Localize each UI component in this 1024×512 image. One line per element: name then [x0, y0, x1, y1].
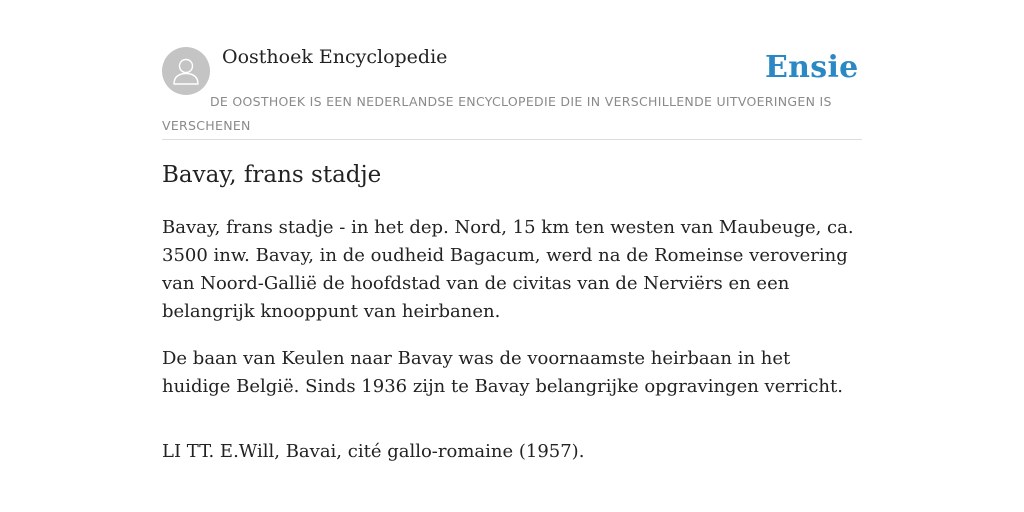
article-title: Bavay, frans stadje [162, 162, 382, 188]
article-paragraph: Bavay, frans stadje - in het dep. Nord, 15 km ten westen van Maubeuge, ca. 3500 inw. Bavay, in de oudheid Bagacum, werd na de Romeinse verovering van Noord-Gallië de hoofdstad van de civitas van de Nerviërs en een belangrijk knooppunt van heirbanen. [162, 217, 854, 322]
user-icon [162, 47, 210, 95]
article-paragraph: De baan van Keulen naar Bavay was de voornaamste heirbaan in het huidige België. Sinds 1936 zijn te Bavay belangrijke opgravingen verricht. [162, 348, 843, 397]
site-tagline: DE OOSTHOEK IS EEN NEDERLANDSE ENCYCLOPEDIE DIE IN VERSCHILLENDE UITVOERINGEN IS VERSCHENEN [162, 94, 832, 133]
article-body [162, 214, 862, 485]
literature-reference: LI TT. E.Will, Bavai, cité gallo-romaine (1957). [162, 441, 585, 462]
avatar[interactable] [162, 47, 210, 95]
site-title[interactable]: Oosthoek Encyclopedie [222, 46, 448, 68]
header-divider [162, 139, 862, 140]
brand-logo[interactable]: Ensie [765, 50, 859, 85]
